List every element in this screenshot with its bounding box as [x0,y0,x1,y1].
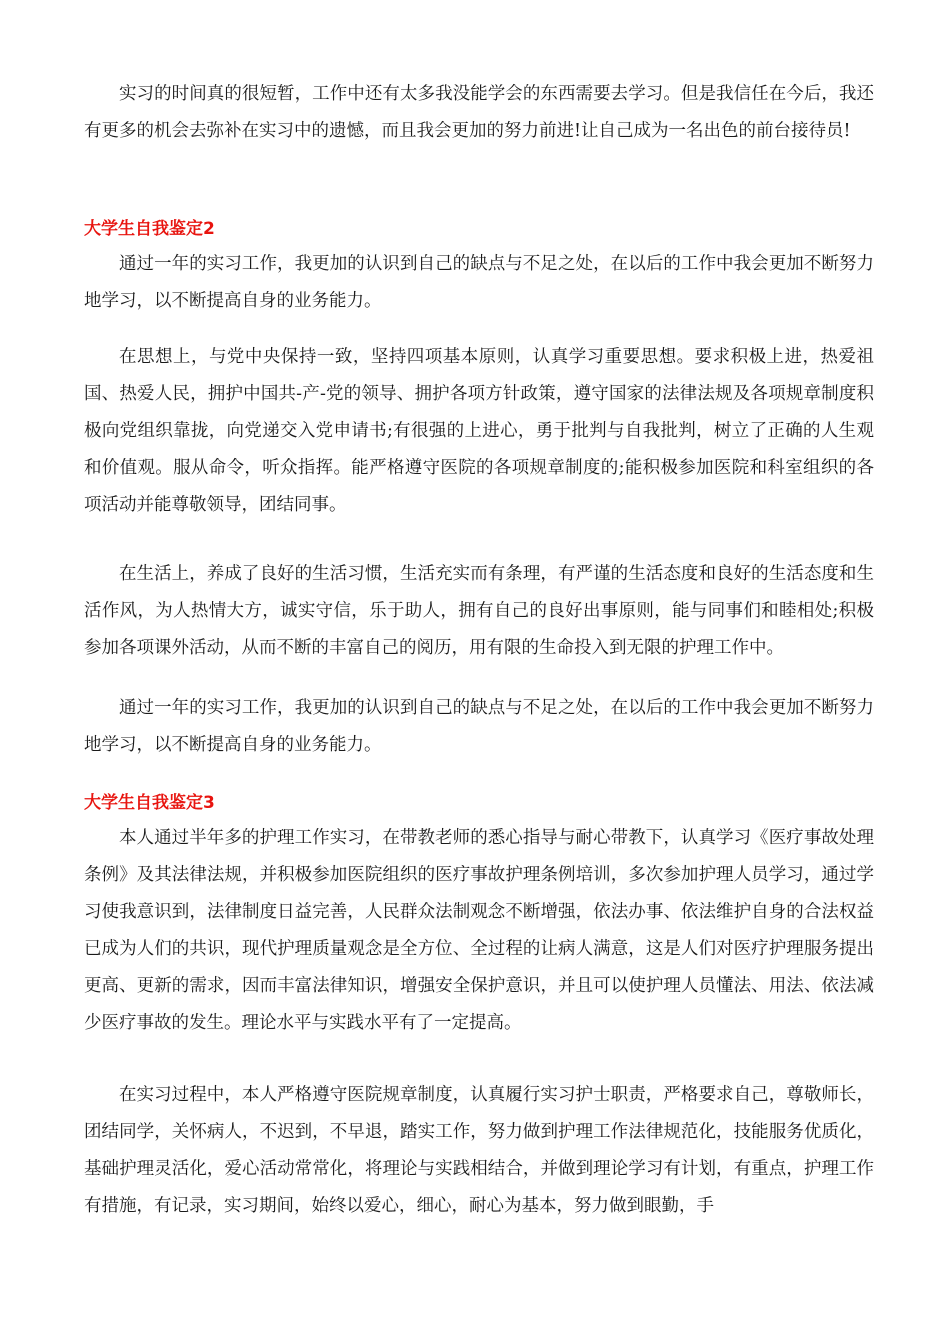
section2-paragraph-1: 通过一年的实习工作，我更加的认识到自己的缺点与不足之处，在以后的工作中我会更加不断努力地学习，以不断提高自身的业务能力。 [84,254,874,311]
section3-paragraph-2: 在实习过程中，本人严格遵守医院规章制度，认真履行实习护士职责，严格要求自己，尊敬师长，团结同学，关怀病人，不迟到，不早退，踏实工作，努力做到护理工作法律规范化，技能服务优质化，基础护理灵活化，爱心活动常常化，将理论与实践相结合，并做到理论学习有计划，有重点，护理工作有措施，有记录，实习期间，始终以爱心，细心，耐心为基本，努力做到眼勤，手 [84,1085,874,1216]
section-heading-3: 大学生自我鉴定3 [84,793,215,813]
section3-paragraph-1: 本人通过半年多的护理工作实习，在带教老师的悉心指导与耐心带教下，认真学习《医疗事故处理条例》及其法律法规，并积极参加医院组织的医疗事故护理条例培训，多次参加护理人员学习，通过学习使我意识到，法律制度日益完善，人民群众法制观念不断增强，依法办事、依法维护自身的合法权益已成为人们的共识，现代护理质量观念是全方位、全过程的让病人满意，这是人们对医疗护理服务提出更高、更新的需求，因而丰富法律知识，增强安全保护意识，并且可以使护理人员懂法、用法、依法减少医疗事故的发生。理论水平与实践水平有了一定提高。 [84,828,874,1033]
section-heading-2: 大学生自我鉴定2 [84,219,215,239]
section2-paragraph-2: 在思想上，与党中央保持一致，坚持四项基本原则，认真学习重要思想。要求积极上进，热爱祖国、热爱人民，拥护中国共-产-党的领导、拥护各项方针政策，遵守国家的法律法规及各项规章制度积极向党组织靠拢，向党递交入党申请书;有很强的上进心，勇于批判与自我批判，树立了正确的人生观和价值观。服从命令，听众指挥。能严格遵守医院的各项规章制度的;能积极参加医院和科室组织的各项活动并能尊敬领导，团结同事。 [84,347,874,515]
section2-paragraph-4: 通过一年的实习工作，我更加的认识到自己的缺点与不足之处，在以后的工作中我会更加不断努力地学习，以不断提高自身的业务能力。 [84,698,874,755]
paragraph-internship-reflection: 实习的时间真的很短暂，工作中还有太多我没能学会的东西需要去学习。但是我信任在今后，我还有更多的机会去弥补在实习中的遗憾，而且我会更加的努力前进!让自己成为一名出色的前台接待员! [84,84,874,141]
section2-paragraph-3: 在生活上，养成了良好的生活习惯，生活充实而有条理，有严谨的生活态度和良好的生活态度和生活作风，为人热情大方，诚实守信，乐于助人，拥有自己的良好出事原则，能与同事们和睦相处;积极参加各项课外活动，从而不断的丰富自己的阅历，用有限的生命投入到无限的护理工作中。 [84,564,874,658]
